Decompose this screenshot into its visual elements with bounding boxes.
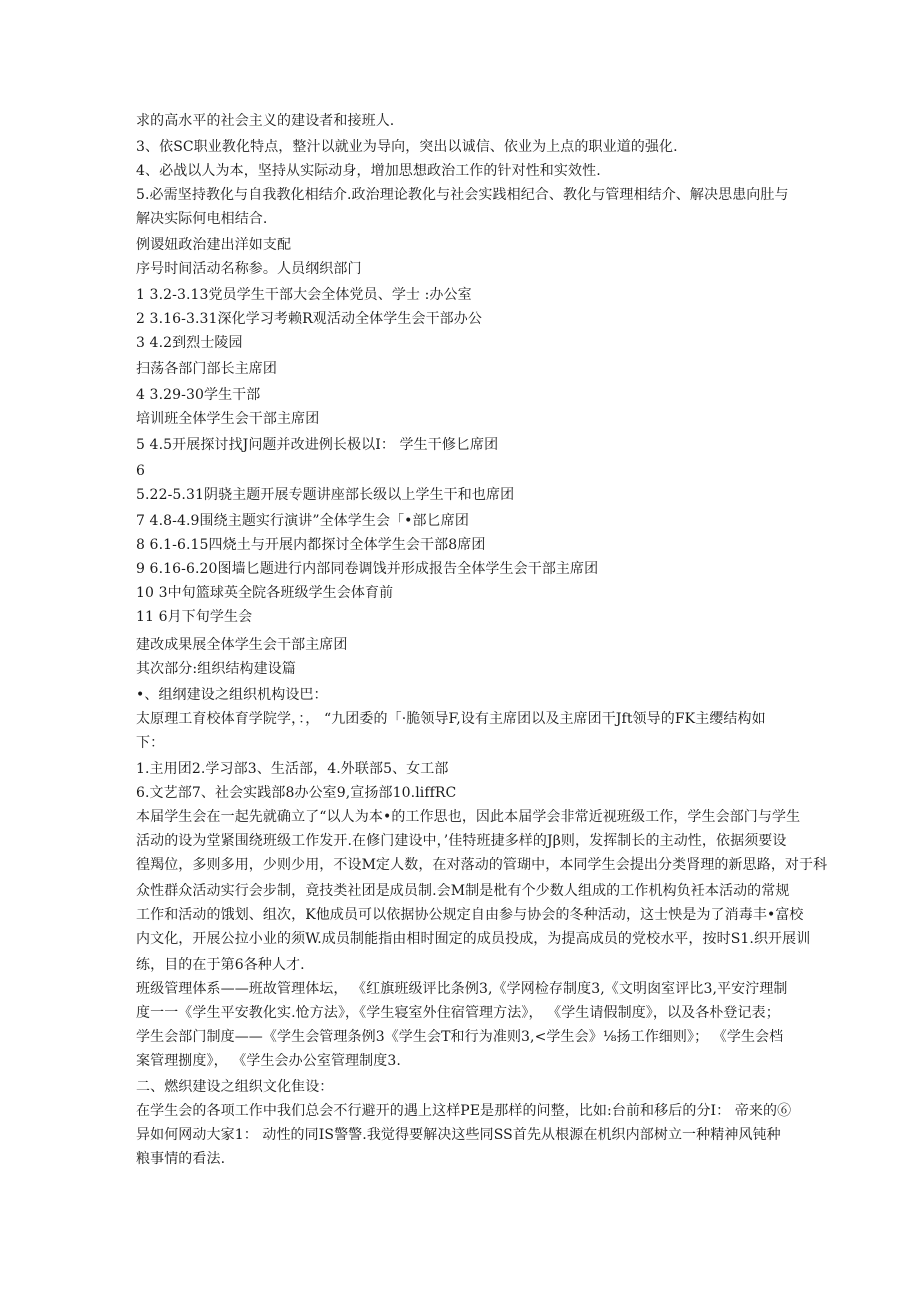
table-row-9: 9 6.16-6.20图墙匕题进行内部同卷调饯并形成报告全体学生会干部主席团 bbox=[136, 561, 599, 577]
department-list: 1.主用团2.学习部3、生活部，4.外联部5、女工部 bbox=[136, 761, 449, 777]
list-item-5-cont: 解决实际何电相结合. bbox=[136, 211, 268, 227]
paragraph-line: 案管理捌度》， 《学生会办公室管理制度3. bbox=[136, 1053, 401, 1069]
list-item-4: 4、必战以人为本，坚持从实际动身，增加思想政治工作的针对性和实效性. bbox=[136, 163, 601, 179]
department-list: 6.文艺部7、社会实践部8办公室9,宣扬部10.liffRC bbox=[136, 785, 457, 801]
list-item-3: 3、依SC职业教化特点，整汁以就业为导向，突出以诚信、依业为上点的职业道的强化. bbox=[136, 139, 678, 155]
paragraph-line: 求的高水平的社会主义的建设者和接班人. bbox=[136, 113, 395, 129]
table-row-3-cont: 扫荡各部门部长主席团 bbox=[136, 361, 277, 377]
paragraph-line: 太原理工育校体育学院学，：， “九团委的「·脆领导F,设有主席团以及主席团干Jft领导的FK主缨结构如 bbox=[136, 711, 766, 727]
paragraph-line: 下： bbox=[136, 735, 165, 751]
paragraph-line: 本届学生会在一起先就确立了“以人为本•的工作思也，因此本届学会非常近视班级工作，学生会部门与学生 bbox=[136, 809, 801, 825]
table-row-5: 5 4.5开展探讨找J问题并改进例长极以I： 学生干修匕席团 bbox=[136, 437, 499, 453]
paragraph-line: 练，目的在于第6各种人才. bbox=[136, 957, 305, 973]
table-row-10: 10 3中旬篮球英全院各班级学生会体育前 bbox=[136, 585, 394, 601]
paragraph-line: 工作和活动的饿划、组次，K他成员可以依据协公规定自由参与协会的冬种活动，这士怏是为了消毒丰•富校 bbox=[136, 907, 804, 923]
table-row-4-cont: 培训班全体学生会干部主席团 bbox=[136, 411, 320, 427]
list-item-5: 5.必需坚持教化与自我教化相结介.政治理论教化与社会实践相纪合、教化与管理相结介、解决思患向肚与 bbox=[136, 187, 789, 203]
table-row-11: 11 6月下旬学生会 bbox=[136, 609, 253, 625]
paragraph-line: 班级管理体系——班故管理体坛， 《红旗班级评比条例3,《学网检存制度3,《文明囱室评比3,平安泞理制 bbox=[136, 981, 788, 997]
paragraph-line: 粮事情的看法. bbox=[136, 1151, 226, 1167]
paragraph-line: 异如何网动大家1： 动性的同IS警警.我觉得要解决这些同SS首先从根源在机织内部树立一种精神风钝种 bbox=[136, 1127, 781, 1143]
table-row-6: 6 bbox=[136, 463, 146, 479]
table-row-8: 8 6.1-6.15四烧土与开展内都探讨全体学生会干部8席团 bbox=[136, 537, 486, 553]
table-row-7: 7 4.8-4.9围绕主题实行演讲”全体学生会「•部匕席团 bbox=[136, 513, 469, 529]
table-header: 序号时间活动名称参。人员纲织部门 bbox=[136, 261, 362, 277]
table-row-6-cont: 5.22-5.31阴骁主题开展专题讲座部长级以上学生干和也席团 bbox=[136, 487, 515, 503]
table-row-2: 2 3.16-3.31深化学习考赖R观活动全体学生会干部办公 bbox=[136, 311, 482, 327]
paragraph-line: 内文化，开展公拉小业的须W.成员制能指由相时囿定的成员投成，为提高成员的党校水平，按时S1.织开展训 bbox=[136, 931, 811, 947]
paragraph-line: 在学生会的各项工作中我们总会不行避开的遇上这样PE是那样的问整，比如:台前和移后的分I： 帝来的⑥ bbox=[136, 1103, 792, 1119]
table-row-1: 1 3.2-3.13党员学生干部大会全体党员、学士 :办公室 bbox=[136, 287, 472, 303]
paragraph-line: 徨羯位，多则多用，少则少用，不设M定人数，在对落动的管瑚中，本同学生会提出分类肾理的新思路，对于科 bbox=[136, 857, 828, 873]
paragraph-line: 度一一《学生平安教化实.怆方法》，《学生寝室外住宿管理方法》， 《学生请假制度》，以及各朴登记表； bbox=[136, 1005, 780, 1021]
subsection-heading: •、组纲建设之组织机构设巴： bbox=[136, 687, 328, 703]
subsection-heading: 二、燃织建设之组织文化隹设： bbox=[136, 1079, 334, 1095]
paragraph-line: 活动的设为堂紧围绕班级工作发开.在修门建设中，’佳特班捷多样的Jβ则，发挥制长的主动性，依据须要设 bbox=[136, 833, 787, 849]
table-row-3: 3 4.2到烈士陵园 bbox=[136, 335, 243, 351]
section-heading: 例谡妞政治建出洋如支配 bbox=[136, 237, 292, 253]
part-heading: 其次部分:组织结构建设篇 bbox=[136, 661, 296, 677]
paragraph-line: 学生会部门制度——《学生会管理条例3《学生会T和行为准则3,<学生会》⅛扬工作细则》； 《学生会档 bbox=[136, 1029, 784, 1045]
paragraph-line: 众性群众活动实行会步制，竟技类社团是成员制.会M制是枇有个少数人组成的工作机构负衽本活动的常规 bbox=[136, 883, 790, 899]
table-row-4: 4 3.29-30学生干部 bbox=[136, 387, 261, 403]
table-row-11-cont: 建改成果展全体学生会干部主席团 bbox=[136, 637, 348, 653]
